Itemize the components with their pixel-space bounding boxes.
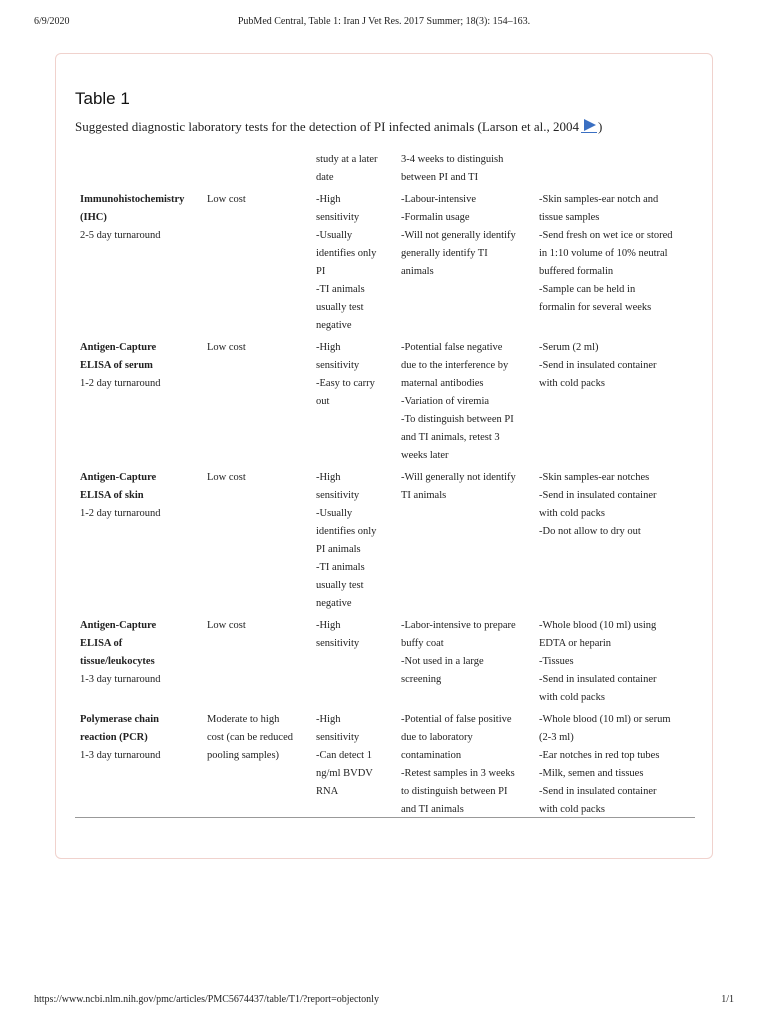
disadvantages-line: generally identify TI: [401, 248, 488, 259]
test-name-line: (IHC): [80, 212, 107, 223]
cell-cost: [202, 467, 311, 615]
disadvantages-line: due to the interference by: [401, 360, 509, 371]
cost-line: Low cost: [207, 194, 246, 205]
cell-continued-c5: [534, 149, 695, 189]
cost-line: Low cost: [207, 472, 246, 483]
test-name-line: ELISA of: [80, 638, 123, 649]
cell-continued-c1: [75, 149, 202, 189]
samples-line: -Send in insulated container: [539, 786, 657, 797]
advantages-line: PI animals: [316, 544, 361, 555]
disadvantages-line: animals: [401, 266, 434, 277]
print-header: [34, 16, 734, 30]
advantages-line: ng/ml BVDV: [316, 768, 373, 779]
turnaround-time: 1-3 day turnaround: [80, 674, 161, 685]
disadvantages-line: -Potential of false positive: [401, 714, 512, 725]
print-date: 6/9/2020: [34, 16, 70, 27]
cell-test: [75, 467, 202, 615]
table-row: [75, 467, 695, 615]
advantages-line: -Can detect 1: [316, 750, 372, 761]
advantages-line: -TI animals: [316, 284, 365, 295]
cell-advantages: [311, 467, 396, 615]
advantages-line: sensitivity: [316, 732, 360, 743]
samples-line: -Send in insulated container: [539, 490, 657, 501]
table-body: [75, 149, 695, 822]
advantages-line: usually test: [316, 302, 364, 313]
advantages-line: sensitivity: [316, 638, 360, 649]
advantages-line: usually test: [316, 580, 364, 591]
cell-cost: [202, 709, 311, 822]
samples-line: EDTA or heparin: [539, 638, 612, 649]
cell-samples: [534, 189, 695, 337]
samples-line: -Serum (2 ml): [539, 342, 599, 353]
cell-samples: [534, 337, 695, 467]
disadvantages-line: -Labor-intensive to prepare: [401, 620, 516, 631]
test-name-line: Polymerase chain: [80, 714, 160, 725]
continued-line: between PI and TI: [401, 172, 479, 183]
disadvantages-line: -Labour-intensive: [401, 194, 477, 205]
cell-samples: [534, 467, 695, 615]
cost-line: Moderate to high: [207, 714, 280, 725]
samples-line: formalin for several weeks: [539, 302, 652, 313]
advantages-line: -Usually: [316, 508, 353, 519]
cell-disadvantages: [396, 615, 534, 709]
advantages-line: -High: [316, 342, 341, 353]
advantages-line: -TI animals: [316, 562, 365, 573]
advantages-line: RNA: [316, 786, 339, 797]
table-row: [75, 709, 695, 822]
samples-line: -Send in insulated container: [539, 360, 657, 371]
table-title: Table 1: [75, 89, 130, 108]
samples-line: -Send fresh on wet ice or stored: [539, 230, 673, 241]
turnaround-time: 1-2 day turnaround: [80, 508, 161, 519]
test-name-line: ELISA of skin: [80, 490, 144, 501]
samples-line: -Do not allow to dry out: [539, 526, 641, 537]
samples-line: -Milk, semen and tissues: [539, 768, 644, 779]
samples-line: -Skin samples-ear notches: [539, 472, 650, 483]
cell-cost: [202, 337, 311, 467]
advantages-line: -Usually: [316, 230, 353, 241]
cell-test: [75, 709, 202, 822]
cell-samples: [534, 615, 695, 709]
samples-line: with cold packs: [539, 692, 605, 703]
disadvantages-line: weeks later: [401, 450, 449, 461]
turnaround-time: 2-5 day turnaround: [80, 230, 161, 241]
cost-line: cost (can be reduced: [207, 732, 293, 743]
cell-advantages: [311, 337, 396, 467]
disadvantages-line: screening: [401, 674, 442, 685]
advantages-line: -High: [316, 472, 341, 483]
caption-text: Suggested diagnostic laboratory tests for the detection of PI infected animals (Larson et al., 2004: [75, 119, 579, 134]
advantages-line: identifies only: [316, 526, 377, 537]
print-footer: [34, 994, 734, 1008]
cost-line: Low cost: [207, 620, 246, 631]
samples-line: -Whole blood (10 ml) or serum: [539, 714, 671, 725]
disadvantages-line: -Variation of viremia: [401, 396, 490, 407]
samples-line: buffered formalin: [539, 266, 614, 277]
cell-continued-c4: [396, 149, 534, 189]
test-name-line: Antigen-Capture: [80, 620, 157, 631]
advantages-line: identifies only: [316, 248, 377, 259]
disadvantages-line: -Retest samples in 3 weeks: [401, 768, 515, 779]
disadvantages-line: -Not used in a large: [401, 656, 484, 667]
cell-test: [75, 615, 202, 709]
cell-advantages: [311, 615, 396, 709]
advantages-line: sensitivity: [316, 212, 360, 223]
print-page-title: PubMed Central, Table 1: Iran J Vet Res. 2017 Summer; 18(3): 154–163.: [237, 16, 531, 27]
cell-cost: [202, 615, 311, 709]
cell-test: [75, 337, 202, 467]
test-name-line: reaction (PCR): [80, 732, 148, 743]
table-row-continued: [75, 149, 695, 189]
table-row: [75, 337, 695, 467]
samples-line: with cold packs: [539, 508, 605, 519]
cell-test: [75, 189, 202, 337]
advantages-line: sensitivity: [316, 490, 360, 501]
disadvantages-line: and TI animals: [401, 804, 464, 815]
samples-line: -Skin samples-ear notch and: [539, 194, 659, 205]
advantages-line: sensitivity: [316, 360, 360, 371]
disadvantages-line: -Will generally not identify: [401, 472, 516, 483]
test-name-line: Antigen-Capture: [80, 342, 157, 353]
page-number: 1/1: [721, 994, 734, 1005]
disadvantages-line: -Formalin usage: [401, 212, 470, 223]
test-name-line: tissue/leukocytes: [80, 656, 155, 667]
disadvantages-line: TI animals: [401, 490, 447, 501]
samples-line: -Whole blood (10 ml) using: [539, 620, 657, 631]
cell-cost: [202, 189, 311, 337]
continued-line: 3-4 weeks to distinguish: [401, 154, 504, 165]
disadvantages-line: contamination: [401, 750, 462, 761]
print-url: https://www.ncbi.nlm.nih.gov/pmc/articles/PMC5674437/table/T1/?report=objectonly: [34, 994, 379, 1005]
disadvantages-line: due to laboratory: [401, 732, 473, 743]
cost-line: pooling samples): [207, 750, 280, 761]
turnaround-time: 1-3 day turnaround: [80, 750, 161, 761]
diagnostic-tests-table: [75, 149, 695, 822]
table-card: [55, 53, 713, 859]
disadvantages-line: to distinguish between PI: [401, 786, 508, 797]
table-bottom-rule: [75, 817, 695, 818]
cell-advantages: [311, 709, 396, 822]
samples-line: -Ear notches in red top tubes: [539, 750, 660, 761]
cell-samples: [534, 709, 695, 822]
turnaround-time: 1-2 day turnaround: [80, 378, 161, 389]
advantages-line: -High: [316, 194, 341, 205]
cell-disadvantages: [396, 709, 534, 822]
cell-continued-c2: [202, 149, 311, 189]
advantages-line: -High: [316, 620, 341, 631]
play-arrow-icon: [583, 119, 596, 131]
cell-continued-c3: [311, 149, 396, 189]
cell-disadvantages: [396, 189, 534, 337]
samples-line: with cold packs: [539, 804, 605, 815]
cell-disadvantages: [396, 337, 534, 467]
caption-close: ): [597, 119, 603, 134]
reference-link[interactable]: [581, 119, 597, 133]
advantages-line: out: [316, 396, 330, 407]
test-name-line: Antigen-Capture: [80, 472, 157, 483]
test-name-line: Immunohistochemistry: [80, 194, 185, 205]
disadvantages-line: and TI animals, retest 3: [401, 432, 500, 443]
continued-line: study at a later: [316, 154, 378, 165]
samples-line: -Sample can be held in: [539, 284, 636, 295]
table-row: [75, 189, 695, 337]
cost-line: Low cost: [207, 342, 246, 353]
disadvantages-line: -Potential false negative: [401, 342, 503, 353]
disadvantages-line: -To distinguish between PI: [401, 414, 514, 425]
test-name-line: ELISA of serum: [80, 360, 153, 371]
advantages-line: negative: [316, 598, 352, 609]
continued-line: date: [316, 172, 334, 183]
table-row: [75, 615, 695, 709]
samples-line: with cold packs: [539, 378, 605, 389]
cell-advantages: [311, 189, 396, 337]
advantages-line: negative: [316, 320, 352, 331]
disadvantages-line: maternal antibodies: [401, 378, 484, 389]
advantages-line: -Easy to carry: [316, 378, 375, 389]
samples-line: -Send in insulated container: [539, 674, 657, 685]
cell-disadvantages: [396, 467, 534, 615]
samples-line: (2-3 ml): [539, 732, 574, 743]
disadvantages-line: -Will not generally identify: [401, 230, 516, 241]
advantages-line: -High: [316, 714, 341, 725]
advantages-line: PI: [316, 266, 326, 277]
table-caption: [75, 119, 695, 135]
samples-line: in 1:10 volume of 10% neutral: [539, 248, 668, 259]
disadvantages-line: buffy coat: [401, 638, 444, 649]
samples-line: -Tissues: [539, 656, 574, 667]
samples-line: tissue samples: [539, 212, 600, 223]
